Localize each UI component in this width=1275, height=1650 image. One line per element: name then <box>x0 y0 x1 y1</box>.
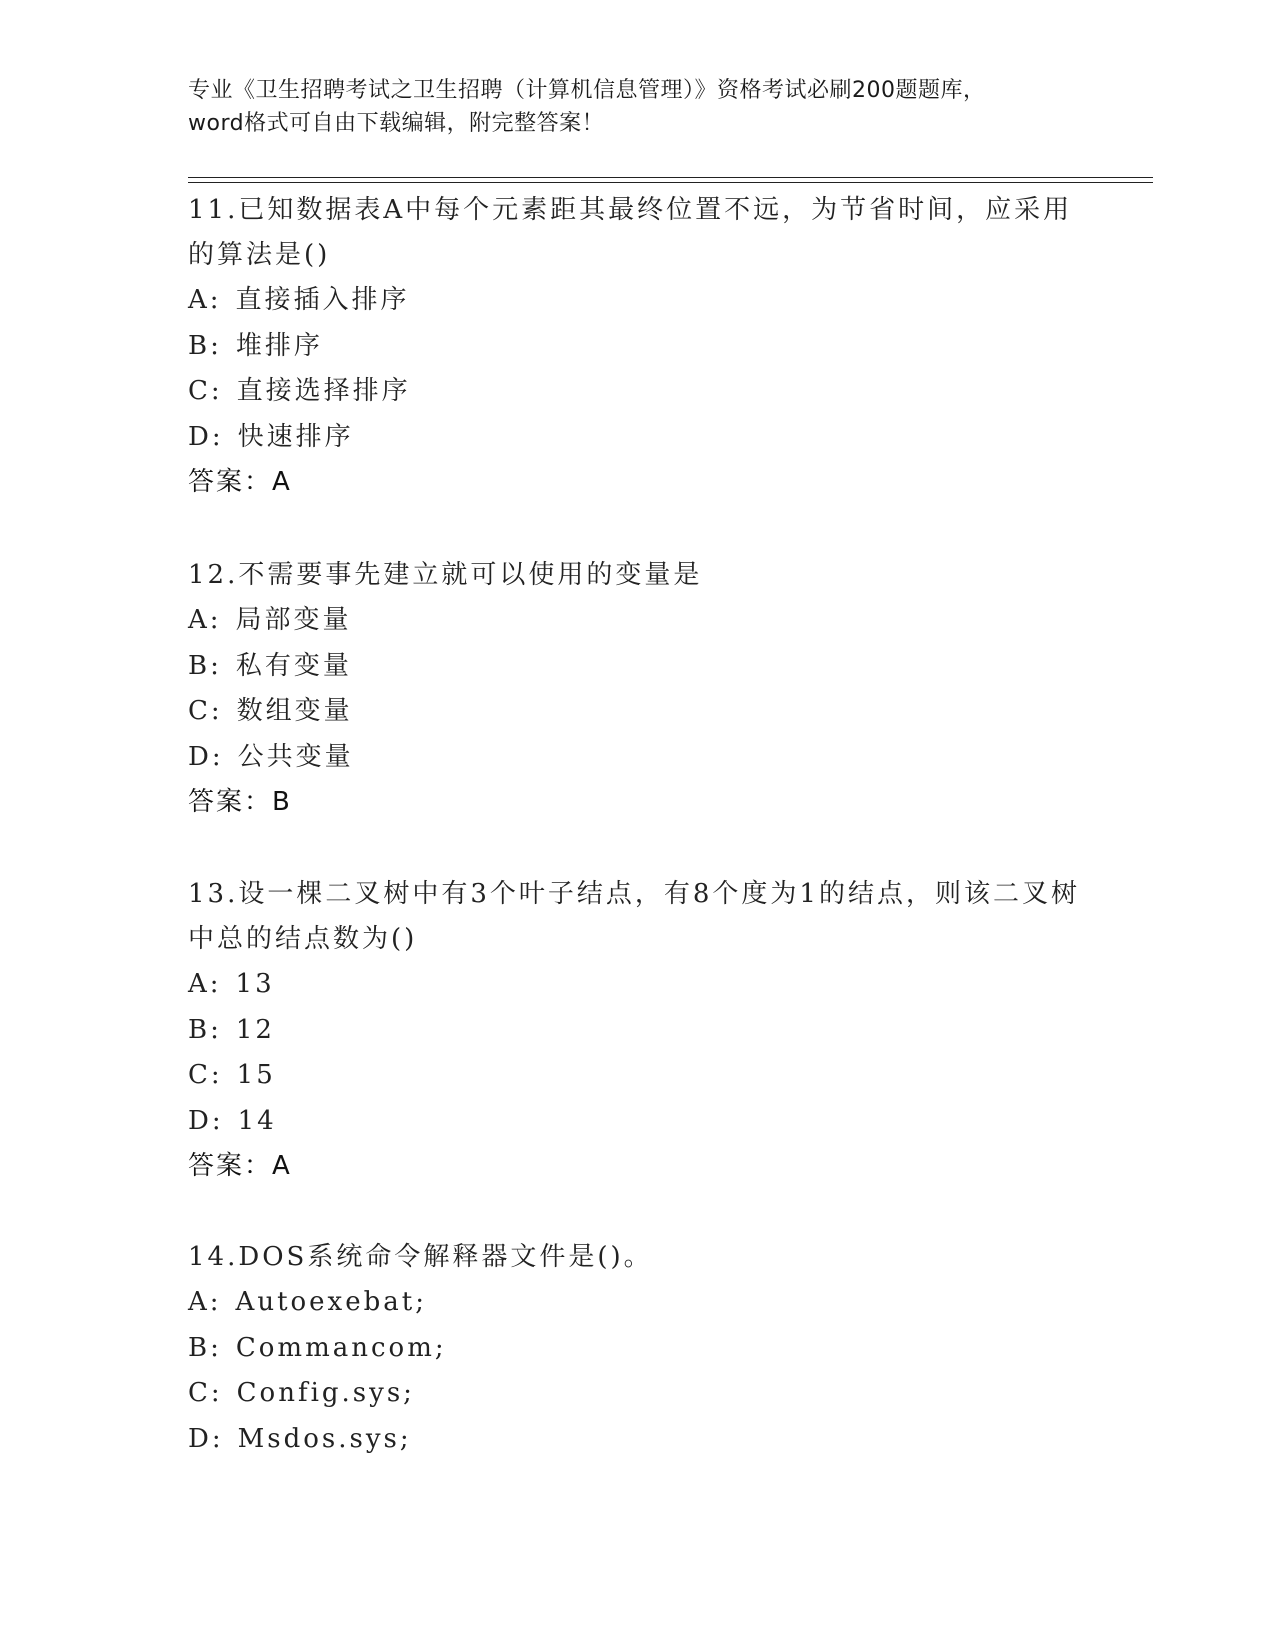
option-text: Config.sys; <box>236 1378 415 1408</box>
answer: 答案：A <box>188 1151 292 1181</box>
option-label: D: <box>188 1105 224 1136</box>
question-stem: 11.已知数据表A中每个元素距其最终位置不远，为节省时间，应采用的算法是() <box>188 195 1073 270</box>
question-stem: 14.DOS系统命令解释器文件是()。 <box>188 1242 653 1272</box>
option-c <box>188 1371 1088 1417</box>
answer: 答案：B <box>188 787 292 817</box>
option-text: 12 <box>235 1014 275 1045</box>
option-text: 13 <box>235 969 275 999</box>
header-divider-top <box>188 177 1153 178</box>
option-a <box>188 598 1088 644</box>
option-text: Msdos.sys; <box>237 1423 412 1454</box>
question-13 <box>188 872 1088 1189</box>
option-text: 私有变量 <box>235 650 352 681</box>
option-d <box>188 735 1088 781</box>
option-text: 直接选择排序 <box>236 376 411 406</box>
question-stem: 13.设一棵二叉树中有3个叶子结点，有8个度为1的结点，则该二叉树中总的结点数为() <box>188 879 1080 954</box>
option-label: A: <box>188 285 222 315</box>
question-11 <box>188 188 1088 505</box>
option-label: D: <box>188 1423 224 1454</box>
option-text: 直接插入排序 <box>235 285 410 315</box>
option-label: A: <box>188 605 222 635</box>
answer: 答案：A <box>188 467 292 497</box>
option-text: 15 <box>236 1060 276 1090</box>
option-label: D: <box>188 741 224 772</box>
option-c <box>188 689 1088 735</box>
option-text: Autoexebat; <box>235 1287 427 1317</box>
option-text: 快速排序 <box>237 421 354 452</box>
option-b <box>188 1326 1088 1372</box>
option-text: 堆排序 <box>235 330 323 361</box>
option-a <box>188 1280 1088 1326</box>
option-b <box>188 324 1088 370</box>
option-a <box>188 962 1088 1008</box>
option-label: B: <box>188 650 222 681</box>
option-label: B: <box>188 1332 222 1363</box>
option-d <box>188 1099 1088 1145</box>
question-14 <box>188 1235 1088 1462</box>
document-header <box>188 74 1088 140</box>
option-c <box>188 1053 1088 1099</box>
option-b <box>188 1008 1088 1054</box>
header-line-1: 专业《卫生招聘考试之卫生招聘（计算机信息管理）》资格考试必刷200题题库， <box>188 78 986 103</box>
header-line-2: word格式可自由下载编辑，附完整答案！ <box>188 111 605 136</box>
option-label: C: <box>188 1060 223 1090</box>
option-a <box>188 278 1088 324</box>
option-text: 14 <box>237 1105 277 1136</box>
option-text: Commancom; <box>235 1332 447 1363</box>
header-divider-bottom <box>188 182 1153 183</box>
question-12 <box>188 553 1088 825</box>
option-label: C: <box>188 1378 223 1408</box>
option-d <box>188 1417 1088 1463</box>
option-text: 局部变量 <box>235 605 352 635</box>
option-label: D: <box>188 421 224 452</box>
option-label: C: <box>188 376 223 406</box>
option-d <box>188 415 1088 461</box>
option-label: B: <box>188 330 222 361</box>
option-label: C: <box>188 696 223 726</box>
option-c <box>188 369 1088 415</box>
option-text: 数组变量 <box>236 696 353 726</box>
option-label: A: <box>188 969 222 999</box>
question-stem: 12.不需要事先建立就可以使用的变量是 <box>188 560 703 590</box>
option-text: 公共变量 <box>237 741 354 772</box>
option-label: A: <box>188 1287 222 1317</box>
option-label: B: <box>188 1014 222 1045</box>
option-b <box>188 644 1088 690</box>
